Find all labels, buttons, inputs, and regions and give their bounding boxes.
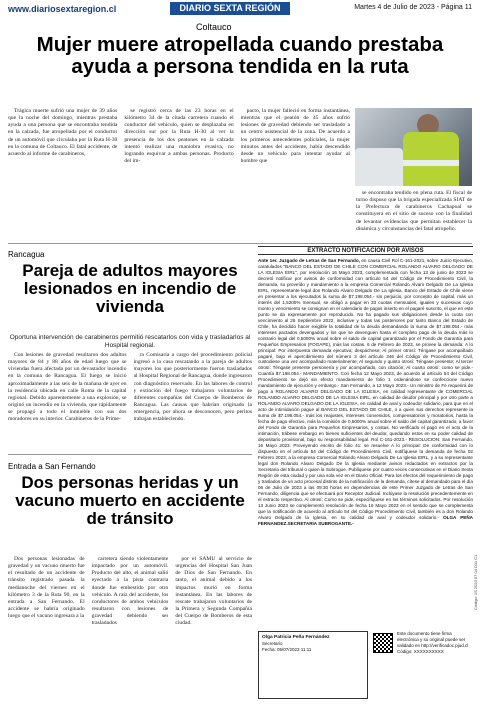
story3-body bbox=[8, 556, 252, 706]
signer-name: Olga Patricia Peña Fernández bbox=[262, 635, 330, 640]
verification-code: Código: XXXXXXXXXX bbox=[397, 648, 444, 654]
site-url[interactable]: www.diariosextaregion.cl bbox=[8, 4, 117, 14]
story1-body-right bbox=[356, 190, 472, 240]
verification-text: Este documento tiene firma electrónica y su original puede ser validado en http://verificadoc.pjud.cl bbox=[397, 631, 469, 648]
side-print-code: Código: 1S 2023 07 04 D11 C1 bbox=[473, 554, 478, 610]
legal-notice-title: EXTRACTO NOTIFICACION POR AVISOS bbox=[258, 246, 473, 255]
photo-stripe-shape bbox=[403, 160, 459, 166]
verification-block bbox=[373, 631, 473, 699]
story2-col-2: ra Comisaría a cargo del procedimiento policial ingresó a la casa rescatando a la pareja de adultos mayores los que posteriormente fueron trasladados al Hospital Regional de Rancagua, donde ingresaron con diagnóstico reservado. En las labores de control y extinción del fuego trabajaron voluntarios de diferentes compañías del Cuerpo de Bomberos de Rancagua. Las causas que habrían originado la emergencia, por ahora se desconocen, pero peritos trabajan estableciendo. bbox=[133, 352, 252, 423]
story2-headline: Pareja de adultos mayores lesionados en incendio de vivienda bbox=[22, 261, 238, 316]
story1-col-1: Trágica muerte sufrió una mujer de 39 años que la noche del domingo, mientras prestaba ayuda a una persona que se encontraba tendida en la calzada, fue atropellada por el conductor de un automóvil que circulaba por la Ruta H-30 en la comuna de Coltauco. El fatal accidente, de acuerdo al informe de carabineros, bbox=[8, 108, 118, 157]
photo-car-shape bbox=[355, 148, 403, 186]
story1-body bbox=[8, 108, 350, 240]
issue-date: Martes 4 de Julio de 2023 - Página 11 bbox=[354, 4, 472, 11]
story2-col-1: Con lesiones de gravedad resultaron dos adultos mayores de 84 y 88 años de edad luego que se viviendas fuera afectada por un devastador incendio en la comuna de Rancagua. El fuego se inició aproximadamente a las seis de la mañana de ayer en la residencia ubicada en calle Roma de la capital regional. Debido aparentemente a una explosión, se originó un incendio en la vivienda, que rápidamente se propagó a todo el inmueble con sus dos moradores en su interior. Carabineros de la Prime- bbox=[8, 352, 127, 423]
page-header bbox=[0, 0, 480, 18]
story3-col-1: Dos personas lesionadas de gravedad y un vacuno muerto fue el resultado de un accidente de tránsito registrado pasada la medianoche del viernes en el kilómetro 3 de la Ruta 90, en la entrada a San Fernando. El accidente se habría originado luego que el vacuno ingresara a la bbox=[8, 556, 85, 620]
signature-date: Fecha: 05/07/2023 11:11 bbox=[262, 647, 312, 653]
legal-signer: OLGA PEÑA FERNANDEZ.SECRETARIA SUBROGANTE.- bbox=[258, 514, 473, 526]
story2-kicker: Rancagua bbox=[8, 250, 45, 259]
story3-col-3: por el SAMU al servicio de urgencias del Hospital San Juan de Dios de San Fernando. En tanto, el animal debido a los impactos murió en forma instantánea. En las labores de rescate trabajaron voluntarios de la Primera y Segunda Compañía del Cuerpo de Bomberos de esta ciudad. bbox=[175, 556, 253, 627]
story2-subhead: Oportuna intervención de carabineros permitió rescatarlos con vida y trasladarlos al Hospital regional. bbox=[9, 334, 251, 349]
story3-headline: Dos personas heridas y un vacuno muerto en accidente de tránsito bbox=[15, 473, 245, 528]
legal-body: en causa Civil Rol C-161-2021, sobre Juicio Ejecutivo, caratulados "BANCO DEL ESTADO DE CHILE CON COMERCIAL ROLANDO ALVARO DELGADO DE LA IGLESIA EIRL", por resolución 16 Mayo 2023, complementada con fecha 13 de junio de 2023 se decretó notificar por avisos de conformidad con artículo 54 del Código de Procedimiento Civil, la demanda, su proveído y mandamiento a la empresa Comercial Rolando Alvaro Delgado De La Iglesia EIRL, representante legal don Rolando Alvaro Delgado De La Iglesia. Banco del Estado de Chile viene en presentar a los ejecutados la suma de $7.198.054.- sin perjuicio, por concepto de capital, más un interés del 1,5200% mensual, se obligó a pagar en 33 cuotas mensuales, iguales y sucesivas cuyo monto y vencimiento se consignan en el calendario de pagos inserto en el pagaré suscrito, el que en este punto se da expresamente por reproducido. No ha pagado sus obligaciones desde la cuota con vencimiento al 26 Septiembre 2022, inclusive y todas las posteriores por tanto Banco del Estado de Chile, ha decidido hacer exigible la totalidad de la deuda demandando la suma de $7.198.054.- más intereses pactados devengados y los que se devenguen hasta el completo pago de la deuda más lo contrario legal del 0,5000% anual sobre el saldo de capital garantizado por el Fondo de Garantía para Pequeños Empresarios (FOGAPE), más las costas. 6 de Febrero de 2023, se provee la demanda: A lo principal: Por interpuesta demanda ejecutiva; despáchese; Al primer otrosí: Téngase por acompañado pagaré, bajo el apercibimiento del número 3 del artículo 346 del Código de Procedimiento Civil, custodiese una vez acompañado materialmente; Al segundo y quinto otrosí: Téngase presente; Al tercer otrosí: Téngase presente personería y por acompañado, con citación; Al cuarto otrosí: como se pide.- Cuantía $7.198.054.- MANDAMIENTO. Con fecha 12 Mayo 2023, de acuerdo al artículo 54 del Código Procedimiento se dejó sin efecto mandamiento de folio 1 ordenándose se confeccione nuevo mandamiento de ejecución y embargo.- San Fernando, a 12 Mayo 2023.- Un ministro de Fe requerirá de pago a ROLANDO ALVARO DELGADO DE LA IGLESIA, en calidad representante de COMERCIAL ROLANDO ALVARO DELGADO DE LA IGLESIA EIRL, en calidad de deudor principal y por otro parte a ROLANDO ALVARO DELGADO DE LA IGLESIA, en calidad de aval y codeudor solidario, para que en el acto de intimidación pague al BANCO DEL ESTADO DE CHILE, o a quien sus derechos represente la suma de $7.198.054.- más los reajustes, intereses convenidos, compensatorios y moratorios, hasta la fecha de pago efectivo, más la comisión de 0,5000% anual sobre el saldo del capital garantizado, a favor del Fondo de Garantía para Pequeños Empresarios, y costas. No verificado el pago en el acto de la intimación, trábese embargo en bienes suficientes del deudor, quedando estos en su poder calidad de depositario provisional, bajo su responsabilidad legal. Rol C-161-2023.- RESOLUCION: San Fernando, 16 Mayo 2023. Proveyendo escrito de folio 41: se resuelve A lo principal: De conformidad con lo dispuesto en el artículo 54 del Código de Procedimiento Civil, notifíquese la demanda de fecha 02 Febrero 2023, a la empresa Comercial Rolando Alvaro Delgado De La Iglesia EIRL, y a su representante legal don Rolando Alvaro Delgado De la Iglesia mediante avisos redactados en extractos por la Secretaria del tribunal o quien la Subrogue. Publíquese por cuatro veces consecutivas en el Diario Sexta Región de esta ciudad y por una sola vez en el Diario Oficial. Para los efectos del requerimiento de pago y traslados de un acto procesal distinto de la notificación de la demanda, cítese al demandado para el día 06 de Julio de 2023 a las 09:30 horas en dependencias de este Primer Juzgado de Letras de San Fernando, diligencia que se efectuará por Receptor Judicial. Inclúyase la resolución precedentemente en el extracto respectivo. Al otrosí: Como se pide, especifíquese en los términos solicitados. Por resolución 13 Junio 2023 se complementó resolución de fecha 16 Mayo 2023 en el sentido que se complementa que la notificación de acuerdo al artículo 54 del Código Procedimiento Civil, también es a don Rolando Alvaro Delgado de la Iglesia, en su calidad de aval y codeudor solidario.- bbox=[258, 258, 473, 520]
story2-body bbox=[8, 352, 252, 450]
divider bbox=[8, 454, 252, 455]
divider bbox=[8, 243, 472, 244]
legal-notice-text bbox=[258, 258, 473, 620]
police-officer-photo bbox=[355, 108, 472, 186]
electronic-signature-box bbox=[258, 631, 368, 699]
story1-col-3: pacto, la mujer falleció en forma instantánea, mientras que el peatón de 45 años sufrió lesiones de gravedad debiendo ser trasladado a un centro asistencial de la zona. De acuerdo a los primeros antecedentes policiales, la mujer minutos antes del accidente, había descendido desde un vehículo para intentar ayudar al hombre que bbox=[240, 108, 350, 165]
story1-kicker: Coltauco bbox=[196, 22, 232, 32]
legal-lead: Ante 1er. Juzgado de Letras de San Fernando, bbox=[258, 258, 360, 263]
story1-col-2: se registró cerca de las 23 horas en el kilómetro 34 de la citada carretera cuando el conductor del vehículo, quien se desplazaba en dirección sur por la Ruta H-30 al ver la presencia de los dos peatones en la calzada intentó realizar una maniobra evasiva, no logrando esquivar a ambas personas. Producto del im- bbox=[124, 108, 234, 165]
photo-vest-shape bbox=[403, 132, 459, 186]
story1-col-4: se encontraba tendido en plena ruta. El fiscal de turno dispuso que la brigada especializada SIAT de la Prefectura de carabineros Cachapoal se constituyera en el sitio de suceso con la finalidad de levantar evidencias que permitan establecer la dinámica y circunstancias del fatal atropello. bbox=[356, 190, 472, 232]
story3-col-2: carretera siendo violentamente impactado por un automóvil. Producto del alto, el animal salió eyectado a la pista contraria donde fue embestido por otro vehículo. A raíz del accidente, los conductores de ambos vehículos resultaron con lesiones de gravedad debiendo ser trasladados bbox=[91, 556, 169, 627]
signer-role: Secretario bbox=[262, 641, 283, 647]
qr-code-icon[interactable] bbox=[373, 633, 393, 653]
legal-notice bbox=[258, 246, 473, 702]
story1-headline: Mujer muere atropellada cuando prestaba ayuda a persona tendida en la ruta bbox=[36, 33, 444, 78]
section-banner: DIARIO SEXTA REGIÓN bbox=[170, 2, 290, 15]
story3-kicker: Entrada a San Fernando bbox=[8, 462, 96, 471]
